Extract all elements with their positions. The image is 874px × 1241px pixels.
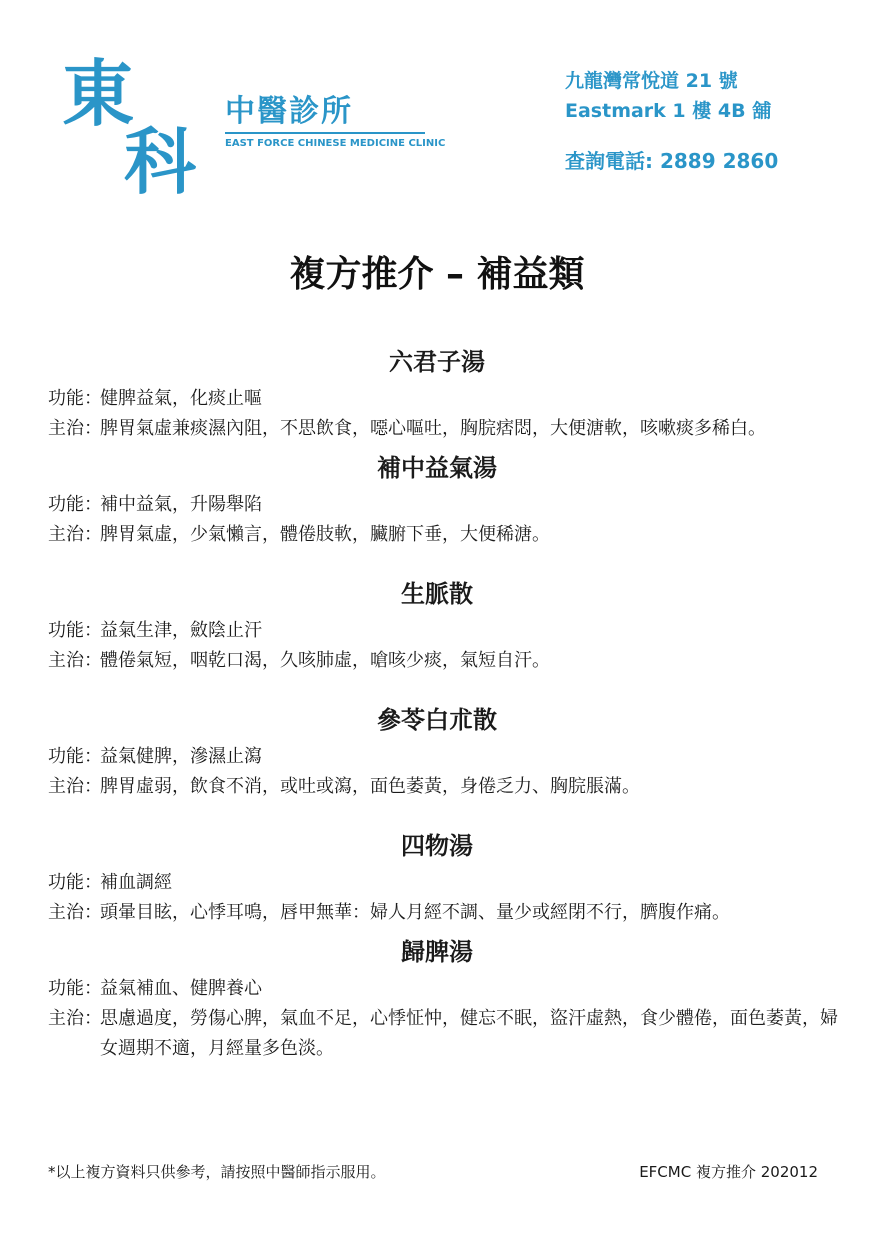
formula-item	[48, 346, 838, 444]
function-row	[48, 742, 838, 772]
label-colon: ：	[84, 388, 102, 409]
clinic-contact	[565, 66, 865, 176]
label-colon: ：	[84, 524, 102, 545]
indication-row	[48, 898, 838, 928]
indication-label: 主治	[48, 902, 84, 923]
function-text: 益氣補血、健脾養心	[100, 978, 262, 999]
indication-label: 主治	[48, 776, 84, 797]
label-colon: ：	[84, 650, 102, 671]
clinic-name-block	[225, 94, 446, 151]
logo-char-east: 東	[62, 51, 135, 136]
clinic-logo	[62, 51, 222, 204]
spacer	[48, 676, 838, 698]
formula-list	[48, 340, 838, 1064]
formula-name: 六君子湯	[389, 348, 485, 376]
function-text: 健脾益氣，化痰止嘔	[100, 388, 262, 409]
formula-name: 參苓白朮散	[377, 706, 497, 734]
spacer	[48, 550, 838, 572]
function-text: 補中益氣，升陽舉陷	[100, 494, 262, 515]
function-row	[48, 868, 838, 898]
label-colon: ：	[84, 418, 102, 439]
indication-row	[48, 414, 838, 444]
indication-label: 主治	[48, 1008, 84, 1029]
indication-text: 體倦氣短，咽乾口渴，久咳肺虛，嗆咳少痰，氣短自汗。	[100, 650, 550, 671]
formula-name: 歸脾湯	[401, 938, 473, 966]
function-row	[48, 490, 838, 520]
label-colon: ：	[84, 1008, 102, 1029]
indication-label: 主治	[48, 650, 84, 671]
clinic-name-divider	[225, 132, 425, 134]
address-line-1: 九龍灣常悅道 21 號	[565, 70, 738, 92]
indication-text: 頭暈目眩，心悸耳鳴，唇甲無華：婦人月經不調、量少或經閉不行，臍腹作痛。	[100, 902, 730, 923]
function-text: 益氣生津，斂陰止汗	[100, 620, 262, 641]
indication-label: 主治	[48, 524, 84, 545]
indication-label: 主治	[48, 418, 84, 439]
function-row	[48, 974, 838, 1004]
address-line-2: Eastmark 1 樓 4B 舖	[565, 100, 772, 122]
formula-item	[48, 452, 838, 550]
label-colon: ：	[84, 620, 102, 641]
function-row	[48, 616, 838, 646]
label-colon: ：	[84, 494, 102, 515]
document-code: EFCMC 複方推介 202012	[639, 1163, 818, 1181]
formula-item	[48, 830, 838, 928]
spacer	[48, 444, 838, 446]
page-title: 複方推介 – 補益類	[289, 254, 585, 295]
label-colon: ：	[84, 776, 102, 797]
label-colon: ：	[84, 978, 102, 999]
indication-text: 思慮過度，勞傷心脾，氣血不足，心悸怔忡，健忘不眠，盜汗虛熱，食少體倦，面色萎黃，婦女週期不適，月經量多色淡。	[100, 1008, 838, 1059]
indication-row	[48, 1004, 838, 1064]
function-row	[48, 384, 838, 414]
function-label: 功能	[48, 388, 84, 409]
indication-row	[48, 772, 838, 802]
formula-name: 生脈散	[401, 580, 473, 608]
clinic-name-zh: 中醫診所	[225, 94, 353, 129]
logo-char-science: 科	[124, 119, 197, 204]
clinic-name-en: EAST FORCE CHINESE MEDICINE CLINIC	[225, 138, 446, 149]
function-label: 功能	[48, 494, 84, 515]
disclaimer-note: *以上複方資料只供參考，請按照中醫師指示服用。	[48, 1163, 386, 1181]
formula-name: 補中益氣湯	[377, 454, 497, 482]
indication-text: 脾胃氣虛兼痰濕內阻，不思飲食，噁心嘔吐，胸脘痞悶，大便溏軟，咳嗽痰多稀白。	[100, 418, 766, 439]
function-label: 功能	[48, 620, 84, 641]
spacer	[48, 802, 838, 824]
indication-row	[48, 646, 838, 676]
formula-item	[48, 704, 838, 802]
formula-item	[48, 578, 838, 676]
indication-row	[48, 520, 838, 550]
function-label: 功能	[48, 746, 84, 767]
label-colon: ：	[84, 872, 102, 893]
function-text: 益氣健脾，滲濕止瀉	[100, 746, 262, 767]
function-label: 功能	[48, 978, 84, 999]
spacer	[48, 928, 838, 930]
phone-number: 查詢電話: 2889 2860	[565, 149, 779, 173]
formula-item	[48, 936, 838, 1064]
indication-text: 脾胃氣虛，少氣懶言，體倦肢軟，臟腑下垂，大便稀溏。	[100, 524, 550, 545]
formula-name: 四物湯	[401, 832, 473, 860]
label-colon: ：	[84, 746, 102, 767]
indication-text: 脾胃虛弱，飲食不消，或吐或瀉，面色萎黃，身倦乏力、胸脘脹滿。	[100, 776, 640, 797]
function-label: 功能	[48, 872, 84, 893]
function-text: 補血調經	[100, 872, 172, 893]
label-colon: ：	[84, 902, 102, 923]
